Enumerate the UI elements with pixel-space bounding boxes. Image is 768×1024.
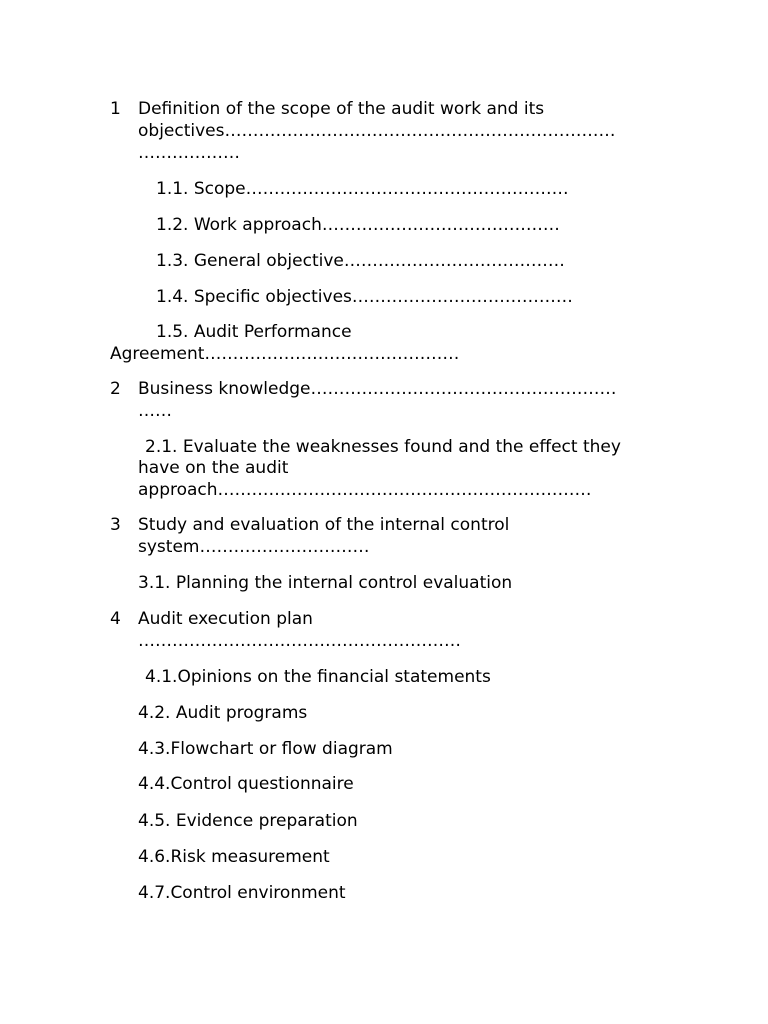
toc-entry-4-2: 4.2. Audit programs xyxy=(138,703,308,723)
toc-entry-4-5: 4.5. Evidence preparation xyxy=(138,811,358,831)
section-2-number: 2 xyxy=(110,379,121,399)
toc-entry-1-3: 1.3. General objective………………………………… xyxy=(156,251,565,271)
section-4-title-line-2: ………………………………………………… xyxy=(138,631,461,651)
section-4-title-line-1: Audit execution plan xyxy=(138,609,313,629)
toc-entry-4-7: 4.7.Control environment xyxy=(138,883,346,903)
toc-entry-1-2: 1.2. Work approach…………………………………… xyxy=(156,215,560,235)
toc-entry-3-1: 3.1. Planning the internal control evaluation xyxy=(138,573,513,593)
toc-entry-2-1-line-1: 2.1. Evaluate the weaknesses found and the effect they xyxy=(145,437,621,457)
toc-entry-1-5-line-2: Agreement……………………………………… xyxy=(110,344,460,364)
section-3-title-line-2: system………………………… xyxy=(138,537,370,557)
toc-entry-2-1-line-3: approach………………………………………………………… xyxy=(138,480,592,500)
section-1-title-line-2: objectives…………………………………………………………… xyxy=(138,121,616,141)
toc-entry-1-4: 1.4. Specific objectives………………………………… xyxy=(156,287,573,307)
section-1-title-line-3: ……………… xyxy=(138,143,240,163)
section-1-number: 1 xyxy=(110,99,121,119)
toc-entry-4-3: 4.3.Flowchart or flow diagram xyxy=(138,739,393,759)
section-2-title-line-2: …… xyxy=(138,401,172,421)
section-3-title-line-1: Study and evaluation of the internal control xyxy=(138,515,510,535)
toc-entry-2-1-line-2: have on the audit xyxy=(138,458,289,478)
toc-entry-4-4: 4.4.Control questionnaire xyxy=(138,774,354,794)
section-1-title-line-1: Definition of the scope of the audit work and its xyxy=(138,99,545,119)
toc-entry-4-6: 4.6.Risk measurement xyxy=(138,847,330,867)
toc-entry-1-5-line-1: 1.5. Audit Performance xyxy=(156,322,352,342)
toc-entry-4-1: 4.1.Opinions on the financial statements xyxy=(145,667,491,687)
section-4-number: 4 xyxy=(110,609,121,629)
toc-entry-1-1: 1.1. Scope………………………………………………… xyxy=(156,179,569,199)
section-2-title-line-1: Business knowledge……………………………………………… xyxy=(138,379,617,399)
section-3-number: 3 xyxy=(110,515,121,535)
